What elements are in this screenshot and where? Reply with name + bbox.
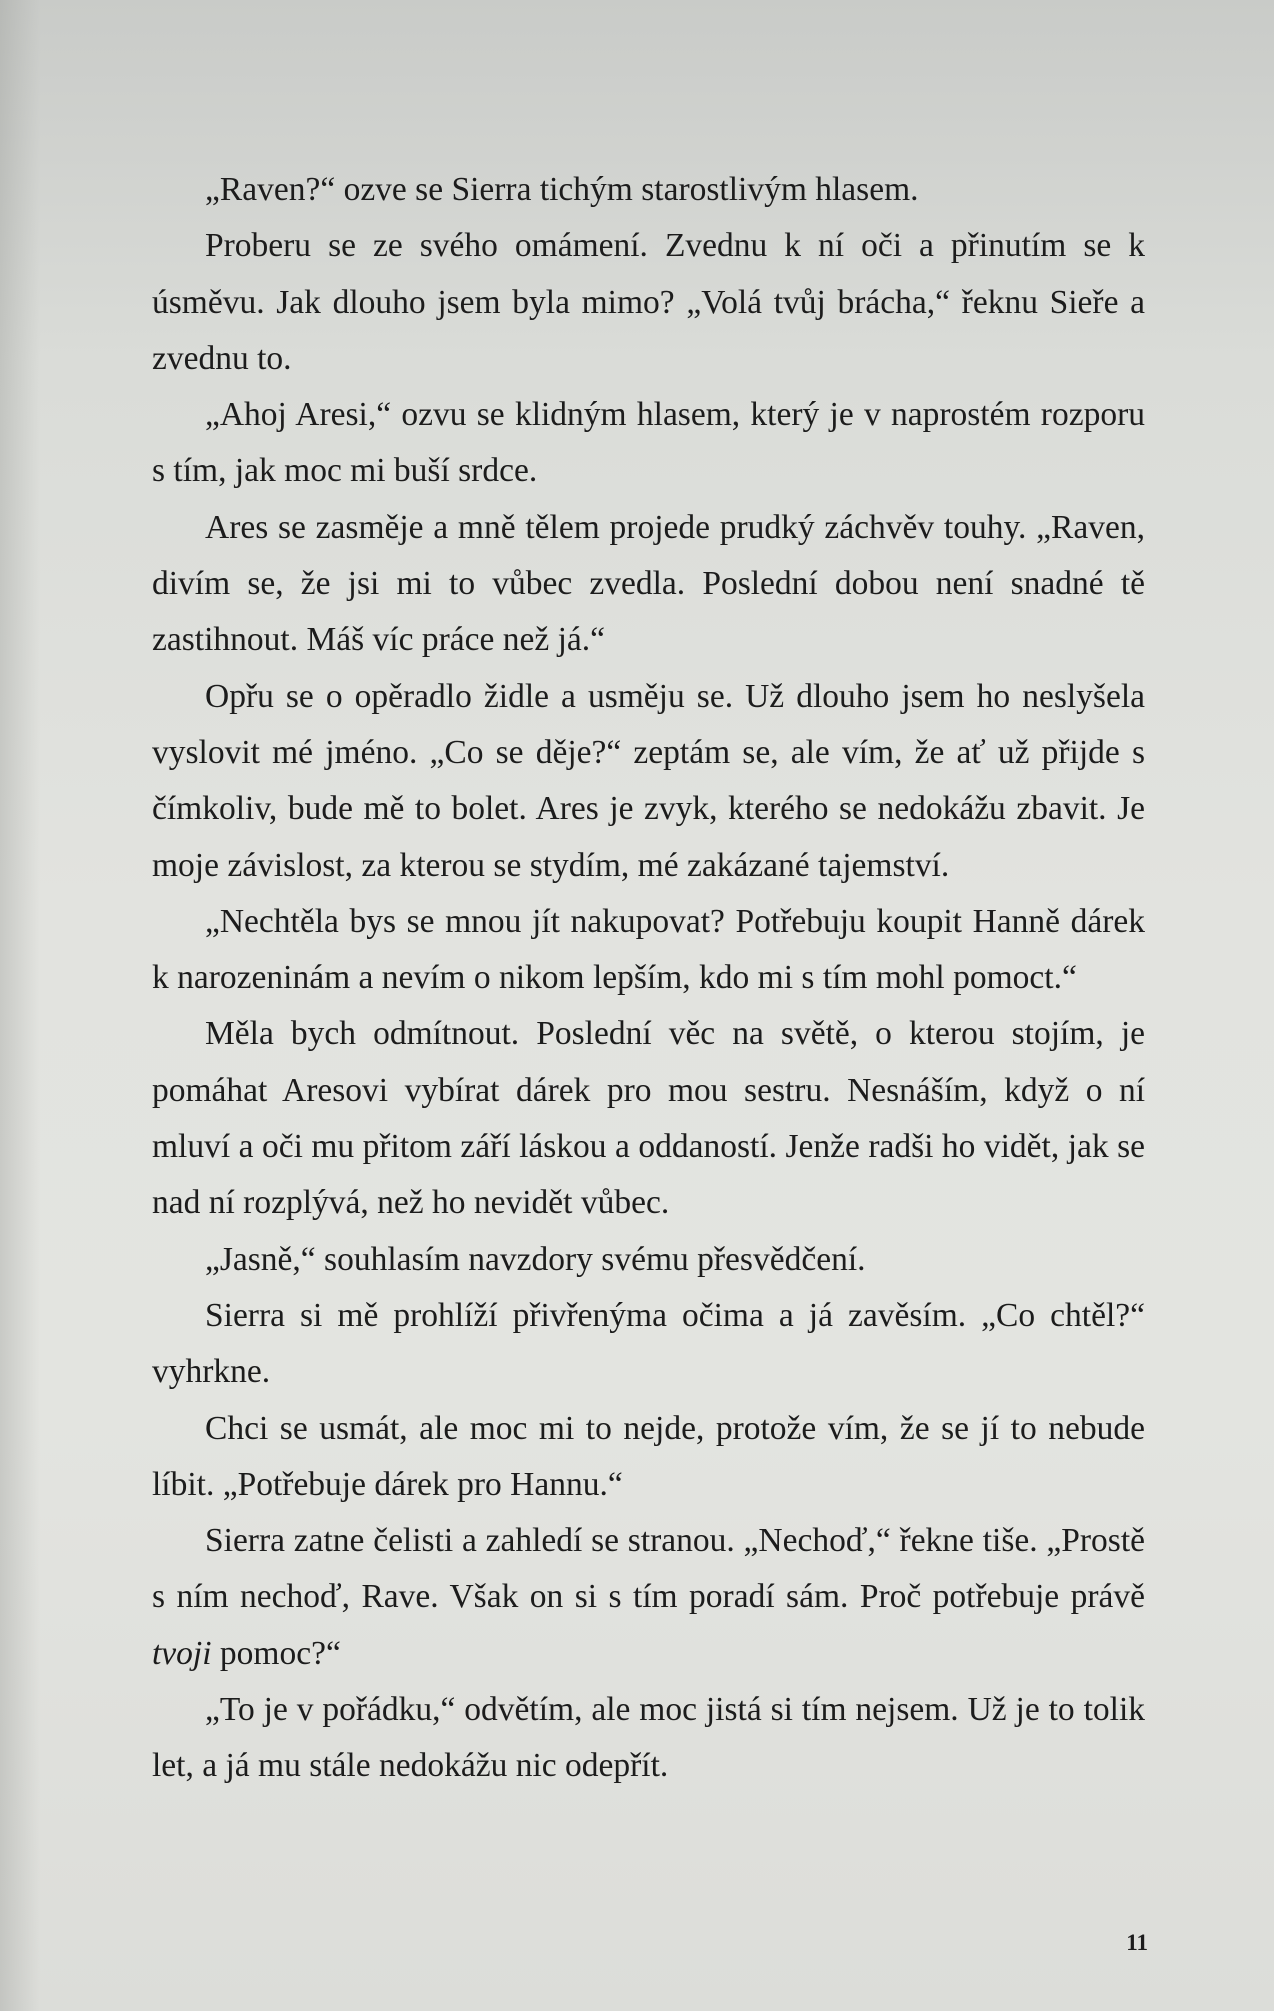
paragraph-text: Měla bych odmítnout. Poslední věc na světě, o kterou stojím, je pomáhat Aresovi vybírat dárek pro mou sestru. Nesnáším, když o ní mluví a oči mu přitom září láskou a oddaností. Jenže radši ho vidět, jak se nad ní rozplývá, než ho nevidět vůbec. bbox=[152, 1015, 1145, 1222]
paragraph bbox=[152, 669, 1145, 894]
body-text bbox=[152, 162, 1145, 1795]
italic-text: tvoji bbox=[152, 1634, 212, 1672]
paragraph-text: Proberu se ze svého omámení. Zvednu k ní oči a přinutím se k úsměvu. Jak dlouho jsem byla mimo? „Volá tvůj brácha,“ řeknu Sieře a zvednu to. bbox=[152, 227, 1145, 377]
paragraph-text: Ares se zasměje a mně tělem projede prudký záchvěv touhy. „Raven, divím se, že jsi mi to vůbec zvedla. Poslední dobou není snadné tě zastihnout. Máš víc práce než já.“ bbox=[152, 508, 1145, 659]
paragraph-text: „Raven?“ ozve se Sierra tichým starostlivým hlasem. bbox=[205, 171, 919, 208]
paragraph-text: Sierra si mě prohlíží přivřenýma očima a já zavěsím. „Co chtěl?“ vyhrkne. bbox=[152, 1296, 1145, 1391]
paragraph-text: pomoc?“ bbox=[211, 1634, 341, 1672]
paragraph bbox=[152, 1288, 1145, 1401]
paragraph-text: „Nechtěla bys se mnou jít nakupovat? Potřebuju koupit Hanně dárek k narozeninám a nevím o nikom lepším, kdo mi s tím mohl pomoct.“ bbox=[152, 902, 1145, 997]
paragraph bbox=[152, 218, 1145, 387]
paragraph bbox=[152, 1401, 1145, 1514]
page-edge-shadow bbox=[0, 0, 40, 2011]
paragraph bbox=[152, 162, 1145, 218]
paragraph-text: „To je v pořádku,“ odvětím, ale moc jistá si tím nejsem. Už je to tolik let, a já mu stále nedokážu nic odepřít. bbox=[152, 1691, 1145, 1785]
paragraph bbox=[152, 387, 1145, 500]
paragraph bbox=[152, 1232, 1145, 1288]
paragraph bbox=[152, 500, 1145, 669]
paragraph-text: Sierra zatne čelisti a zahledí se stranou. „Nechoď,“ řekne tiše. „Prostě s ním nechoď, Rave. Však on si s tím poradí sám. Proč potřebuje právě bbox=[152, 1522, 1145, 1616]
paragraph-text: Opřu se o opěradlo židle a usměju se. Už dlouho jsem ho neslyšela vyslovit mé jméno. „Co se děje?“ zeptám se, ale vím, že ať už přijde s čímkoliv, bude mě to bolet. Ares je zvyk, kterého se nedokážu zbavit. Je moje závislost, za kterou se stydím, mé zakázané tajemství. bbox=[152, 677, 1145, 884]
paragraph-text: „Ahoj Aresi,“ ozvu se klidným hlasem, který je v naprostém rozporu s tím, jak moc mi buší srdce. bbox=[152, 396, 1145, 490]
paragraph bbox=[152, 1513, 1145, 1682]
paragraph bbox=[152, 1682, 1145, 1795]
paragraph bbox=[152, 894, 1145, 1007]
paragraph bbox=[152, 1006, 1145, 1231]
page-number: 11 bbox=[1126, 1930, 1148, 1955]
paragraph-text: Chci se usmát, ale moc mi to nejde, protože vím, že se jí to nebude líbit. „Potřebuje dárek pro Hannu.“ bbox=[152, 1409, 1145, 1503]
paragraph-text: „Jasně,“ souhlasím navzdory svému přesvědčení. bbox=[205, 1240, 866, 1278]
